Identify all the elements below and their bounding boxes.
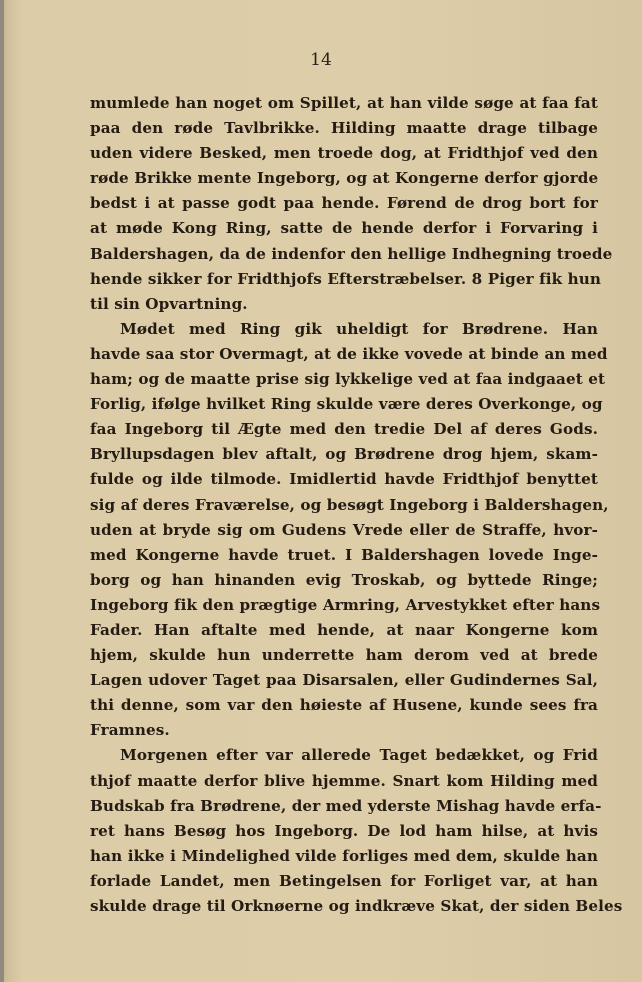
text-line: Ingeborg fik den prægtige Armring, Arvestykket efter hans <box>90 595 601 614</box>
text-line: Lagen udover Taget paa Disarsalen, eller Gudindernes Sal, <box>90 671 598 690</box>
paragraph <box>90 317 609 744</box>
text-line: Baldershagen, da de indenfor den hellige Indhegning troede <box>90 244 613 263</box>
text-line: sig af deres Fraværelse, og besøgt Ingeborg i Baldershagen, <box>90 495 609 514</box>
paragraph <box>90 743 623 919</box>
text-line: røde Brikke mente Ingeborg, og at Kongerne derfor gjorde <box>90 169 599 188</box>
text-line: til sin Opvartning. <box>90 294 248 313</box>
text-line: Mødet med Ring gik uheldigt for Brødrene. Han <box>120 319 598 338</box>
page-number: 14 <box>310 50 332 70</box>
text-line: ret hans Besøg hos Ingeborg. De lod ham hilse, at hvis <box>90 821 598 840</box>
text-line: mumlede han noget om Spillet, at han vilde søge at faa fat <box>90 94 598 112</box>
text-line: forlade Landet, men Betingelsen for Forliget var, at han <box>90 871 598 890</box>
text-line: han ikke i Mindelighed vilde forliges med dem, skulde han <box>90 846 598 865</box>
text-line: borg og han hinanden evig Troskab, og byttede Ringe; <box>90 570 598 589</box>
text-line: paa den røde Tavlbrikke. Hilding maatte drage tilbage <box>90 119 598 138</box>
text-line: Budskab fra Brødrene, der med yderste Mishag havde erfa- <box>90 796 602 815</box>
text-line: Fader. Han aftalte med hende, at naar Kongerne kom <box>90 620 598 639</box>
body-text <box>90 91 623 919</box>
page-edge <box>0 0 4 982</box>
text-line: Morgenen efter var allerede Taget bedækket, og Frid <box>120 746 598 765</box>
text-line: thi denne, som var den høieste af Husene, kunde sees fra <box>90 696 598 715</box>
text-line: ham; og de maatte prise sig lykkelige ved at faa indgaaet et <box>90 370 606 389</box>
text-line: thjof maatte derfor blive hjemme. Snart kom Hilding med <box>90 771 598 790</box>
text-line: Framnes. <box>90 721 170 740</box>
text-line: med Kongerne havde truet. I Baldershagen lovede Inge- <box>90 545 598 564</box>
text-line: hjem, skulde hun underrette ham derom ved at brede <box>90 646 598 665</box>
text-line: uden videre Besked, men troede dog, at Fridthjof ved den <box>90 144 598 163</box>
text-line: bedst i at passe godt paa hende. Førend de drog bort for <box>90 194 598 213</box>
text-line: Forlig, ifølge hvilket Ring skulde være deres Overkonge, og <box>90 395 603 414</box>
text-line: fulde og ilde tilmode. Imidlertid havde Fridthjof benyttet <box>90 470 598 489</box>
text-line: skulde drage til Orknøerne og indkræve Skat, der siden Beles <box>90 897 623 915</box>
text-line: uden at bryde sig om Gudens Vrede eller de Straffe, hvor- <box>90 520 598 539</box>
text-line: faa Ingeborg til Ægte med den tredie Del af deres Gods. <box>90 420 598 439</box>
text-line: havde saa stor Overmagt, at de ikke vovede at binde an med <box>90 344 608 363</box>
paragraph <box>90 91 613 317</box>
text-line: hende sikker for Fridthjofs Efterstræbelser. 8 Piger fik hun <box>90 269 602 288</box>
text-line: Bryllupsdagen blev aftalt, og Brødrene drog hjem, skam- <box>90 445 598 464</box>
text-line: at møde Kong Ring, satte de hende derfor i Forvaring i <box>90 219 598 238</box>
